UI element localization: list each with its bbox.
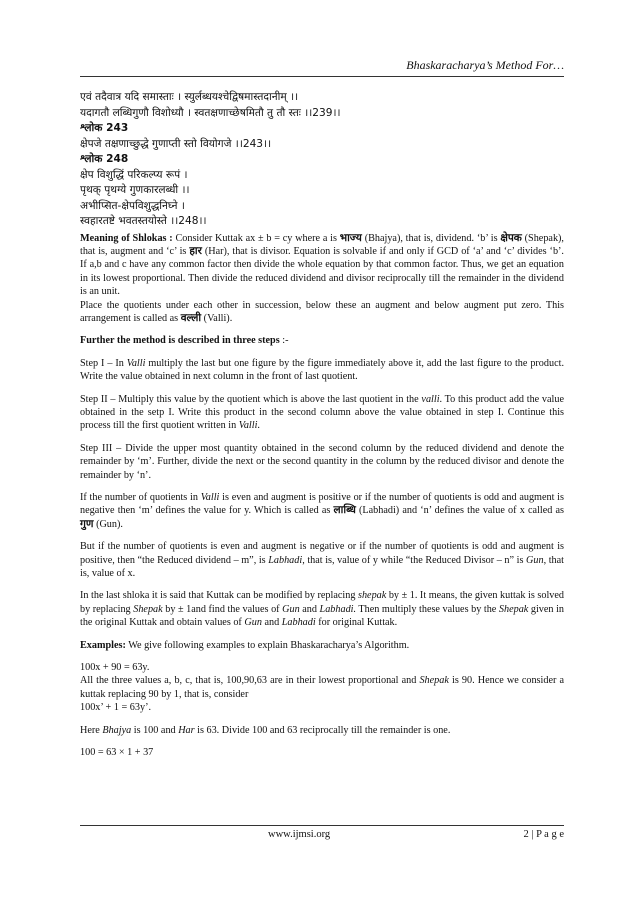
equation-2: 100x’ + 1 = 63y’. xyxy=(80,702,152,714)
verse-line: क्षेप विशुद्धिं परिकल्प्य रूपं । xyxy=(80,168,188,181)
here-paragraph: Here Bhajya is 100 and Har is 63. Divide 100 and 63 reciprocally till the remainder is one. xyxy=(80,724,451,736)
labdhi-word: लाब्धि xyxy=(333,504,356,517)
shloka-heading: श्लोक 243 xyxy=(80,122,129,134)
rule-paragraph-2: But if the number of quotients is even and augment is negative or if the number of quotients is odd and augment is positive, then “the Reduced dividend – m”, is Labhadi, that is, value of y while “the Reduced Divisor – n” is Gun, that is, value of x. xyxy=(80,541,564,580)
footer-page-number: 2 | P a g e xyxy=(523,829,564,840)
examples-paragraph: Examples: We give following examples to explain Bhaskaracharya’s Algorithm. xyxy=(80,639,410,651)
example-block: 100x + 90 = 63y. All the three values a, b, c, that is, 100,90,63 are in their lowest proportional and Shepak is 90. Hence we consider a kuttak replacing 90 by 1, that is, consider 100x’ + 1 = 63y’. xyxy=(80,662,564,714)
verse-line: अभीप्सित-क्षेपविशुद्धनिघ्ने । xyxy=(80,199,185,212)
rule-paragraph-3: In the last shloka it is said that Kuttak can be modified by replacing shepak by ± 1. It means, the given kuttak is solved by replacing Shepak by ± 1and find the values of Gun and Labhadi. Then multiply these values by the Shepak given in the original Kuttak and obtain values of Gun and Labhadi for original Kuttak. xyxy=(80,590,565,629)
step-3: Step III – Divide the upper most quantity obtained in the second column by the reduced dividend and denote the remainder by ‘m’. Further, divide the next or the second quantity in the column by the reduced divisor and denote the remainder by ‘n’. xyxy=(80,442,564,481)
step-1: Step I – In Valli multiply the last but one figure by the figure immediately above it, add the last figure to the product. Write the value obtained in next column in the front of last quotient. xyxy=(80,357,564,383)
equation-3: 100 = 63 × 1 + 37 xyxy=(80,747,154,759)
har-word: हार xyxy=(189,244,202,257)
page-content xyxy=(80,90,564,769)
kshepak-word: क्षेपक xyxy=(500,231,522,244)
gun-word: गुण xyxy=(80,517,94,530)
valli-word: वल्ली xyxy=(180,311,202,324)
meaning-paragraph: Meaning of Shlokas : Consider Kuttak ax ± b = cy where a is भाज्य (Bhajya), that is, dividend. ‘b’ is क्षेपक (Shepak), that is, augment and ‘c’ is हार (Har), that is divisor. Equation is solvable if and only if GCD of ‘a’ and ‘c’ divides ‘b’. If a,b and c have any common factor then divide the whole equation by that common factor. Thus, we get an equation in its lowest proportional. Then divide the reduced dividend and divisor reciprocally till the remainder in the dividend is an unit. xyxy=(80,231,564,298)
footer-rule xyxy=(80,825,564,826)
header-rule xyxy=(80,76,564,77)
verse-line: यदागतौ लब्धिगुणौ विशोध्यौ । स्वतक्षणाच्छेषमितौ तु तौ स्तः ।।239।। xyxy=(80,106,341,119)
shloka-heading: श्लोक 248 xyxy=(80,153,129,165)
sanskrit-verses xyxy=(80,90,564,230)
verse-line: क्षेपजे तक्षणाच्छुद्धे गुणाप्ती स्तो वियोगजे ।।243।। xyxy=(80,137,272,150)
verse-line: स्वहारतष्टे भवतस्तयोस्ते ।।248।। xyxy=(80,215,207,227)
rule-paragraph-1: If the number of quotients in Valli is even and augment is positive or if the number of quotients is odd and augment is negative then ‘m’ defines the value for y. Which is called as लाब्धि (Labhadi) and ‘n’ defines the value of x called as गुण (Gun). xyxy=(80,492,564,530)
step-2: Step II – Multiply this value by the quotient which is above the last quotient in the valli. To this product add the value obtained in the setp I. Write this product in the second column above the value obtained in step I. Continue this process till the first quotient written in Valli. xyxy=(80,393,564,432)
verse-line: पृथक् पृथग्ये गुणकारलब्धी ।। xyxy=(80,184,190,196)
running-title: Bhaskaracharya’s Method For… xyxy=(406,58,564,72)
meaning-label: Meaning of Shlokas : xyxy=(80,232,173,244)
valli-paragraph: Place the quotients under each other in succession, below these an augment and below augment put zero. This arrangement is called as वल्ली (Valli). xyxy=(80,299,564,324)
equation-1: 100x + 90 = 63y. xyxy=(80,662,150,674)
verse-line: एवं तदैवात्र यदि समास्ताः । स्युर्लब्धयश्चेद्विषमास्तदानीम् ।। xyxy=(80,91,299,103)
steps-heading: Further the method is described in three steps :- xyxy=(80,335,289,347)
bhajya-word: भाज्य xyxy=(339,231,362,244)
footer-website: www.ijmsi.org xyxy=(268,829,331,840)
